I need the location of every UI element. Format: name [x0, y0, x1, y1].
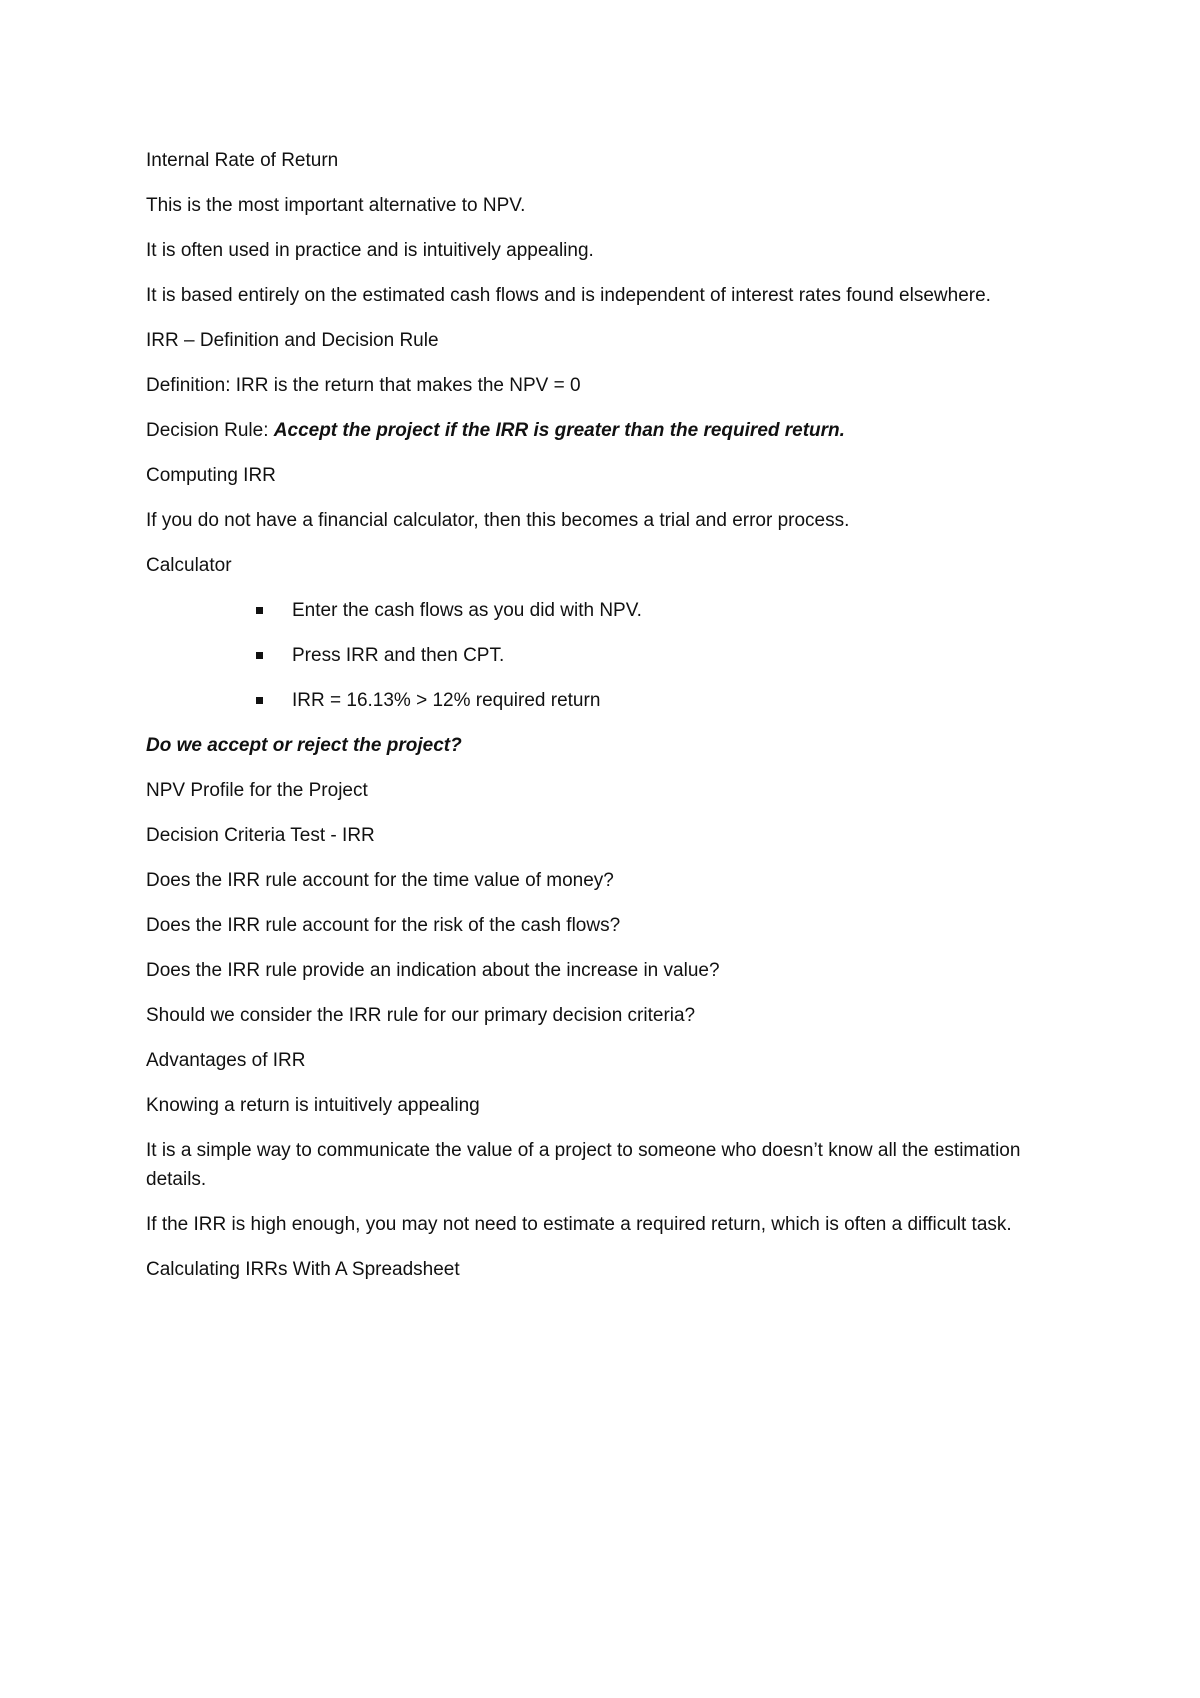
decision-rule-label: Decision Rule:	[146, 420, 274, 441]
section-heading: Calculating IRRs With A Spreadsheet	[146, 1259, 460, 1280]
section-heading: NPV Profile for the Project	[146, 780, 368, 801]
list-item-text: Press IRR and then CPT.	[292, 645, 505, 666]
document-body	[146, 146, 1066, 1300]
square-bullet-icon	[256, 607, 263, 614]
list-item-text: Enter the cash flows as you did with NPV.	[292, 600, 642, 621]
list-item	[146, 596, 1066, 625]
list-item	[146, 686, 1066, 715]
section-heading: Computing IRR	[146, 465, 276, 486]
square-bullet-icon	[256, 652, 263, 659]
section-heading: Decision Criteria Test - IRR	[146, 825, 375, 846]
square-bullet-icon	[256, 697, 263, 704]
question-line: Do we accept or reject the project?	[146, 735, 462, 756]
paragraph-line: It is often used in practice and is intuitively appealing.	[146, 240, 594, 261]
paragraph-line: Does the IRR rule account for the time value of money?	[146, 870, 614, 891]
paragraph-line: If the IRR is high enough, you may not need to estimate a required return, which is often a difficult task.	[146, 1214, 1012, 1235]
section-heading: IRR – Definition and Decision Rule	[146, 330, 439, 351]
list-item-text: IRR = 16.13% > 12% required return	[292, 690, 601, 711]
paragraph-line: Does the IRR rule account for the risk of the cash flows?	[146, 915, 621, 936]
paragraph-line: Does the IRR rule provide an indication about the increase in value?	[146, 960, 720, 981]
paragraph-line: Should we consider the IRR rule for our primary decision criteria?	[146, 1005, 696, 1026]
list-item	[146, 641, 1066, 670]
decision-rule-emphasis: Accept the project if the IRR is greater than the required return.	[273, 420, 845, 441]
paragraph-line: If you do not have a financial calculator, then this becomes a trial and error process.	[146, 510, 850, 531]
paragraph-line: It is a simple way to communicate the value of a project to someone who doesn’t know all the estimation details.	[146, 1140, 1021, 1190]
document-title: Internal Rate of Return	[146, 150, 339, 171]
section-heading: Calculator	[146, 555, 232, 576]
definition-line: Definition: IRR is the return that makes the NPV = 0	[146, 375, 581, 396]
decision-rule-line	[146, 416, 1066, 445]
section-heading: Advantages of IRR	[146, 1050, 306, 1071]
paragraph-line: Knowing a return is intuitively appealing	[146, 1095, 480, 1116]
calculator-steps-list	[146, 596, 1066, 715]
paragraph-line: This is the most important alternative to NPV.	[146, 195, 526, 216]
paragraph-line: It is based entirely on the estimated cash flows and is independent of interest rates found elsewhere.	[146, 285, 991, 306]
